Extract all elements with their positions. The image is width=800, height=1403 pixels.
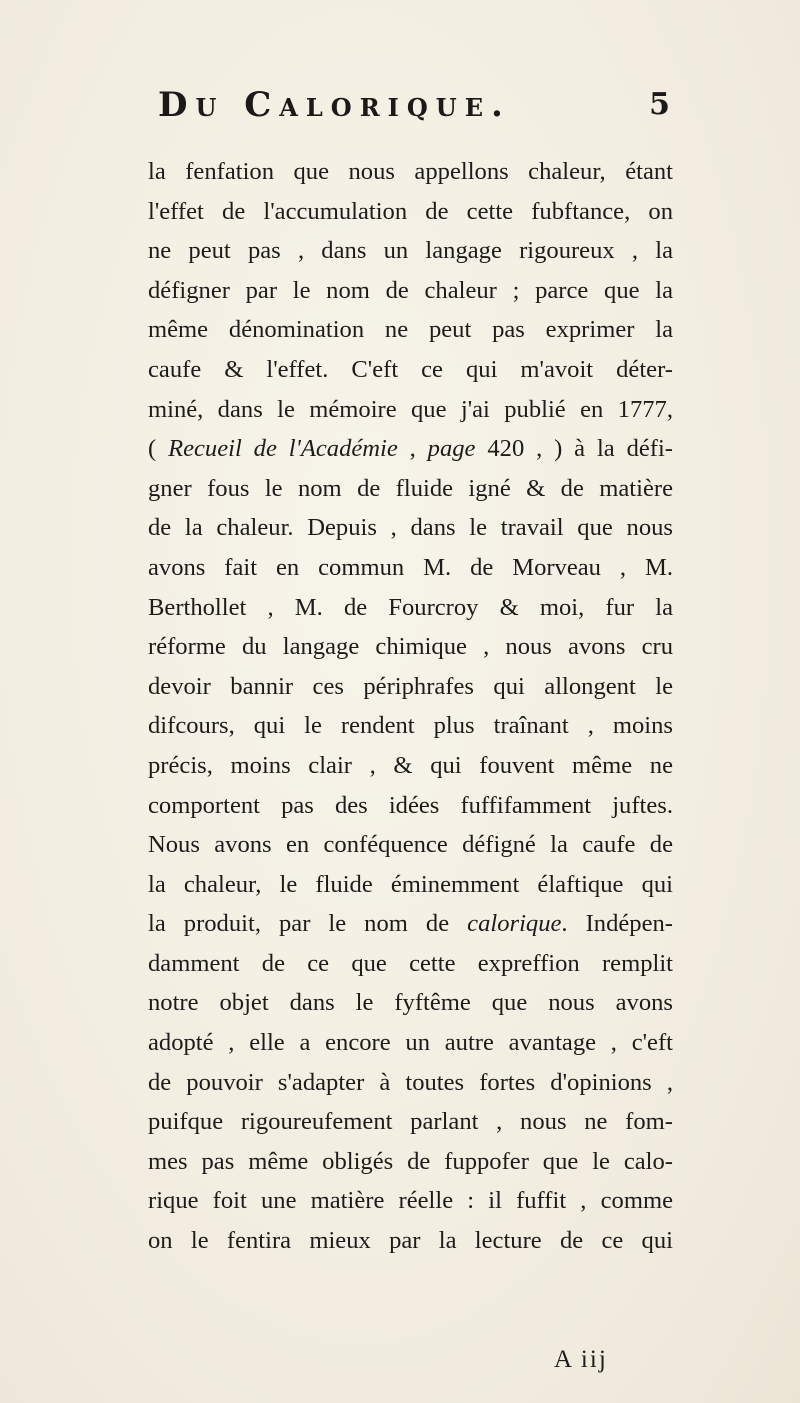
running-title: Du Calorique. [158, 85, 511, 125]
running-head [150, 85, 670, 125]
text-line: devoir bannir ces périphrafes qui allongent le [148, 672, 673, 700]
term-calorique: calorique [467, 910, 562, 938]
text-line: même dénomination ne peut pas exprimer la [148, 316, 673, 344]
text-line: miné, dans le mémoire que j'ai publié en 1777, [148, 395, 673, 423]
text-line: réforme du langage chimique , nous avons cru [148, 633, 673, 661]
text-line: ne peut pas , dans un langage rigoureux , la [148, 237, 673, 265]
text-line: avons fait en commun M. de Morveau , M. [148, 553, 673, 581]
text-line: la chaleur, le fluide éminemment élaftique qui [148, 870, 673, 898]
text-line: de pouvoir s'adapter à toutes fortes d'opinions , [148, 1068, 673, 1096]
text-line: caufe & l'effet. C'eft ce qui m'avoit déter- [148, 355, 673, 383]
text-line: damment de ce que cette expreffion remplit [148, 949, 673, 977]
text-line: on le fentira mieux par la lecture de ce qui [148, 1227, 673, 1255]
signature-mark: A iij [554, 1346, 608, 1373]
page-number: 5 [649, 87, 670, 122]
text-line: notre objet dans le fyftême que nous avons [148, 989, 673, 1017]
text-line: Nous avons en conféquence défigné la caufe de [148, 831, 673, 859]
citation-italic: Recueil de l'Académie , page [168, 435, 476, 463]
text-line: rique foit une matière réelle : il fuffit , comme [148, 1187, 673, 1215]
text-line: l'effet de l'accumulation de cette fubftance, on [148, 197, 673, 225]
text-line: Berthollet , M. de Fourcroy & moi, fur la [148, 593, 673, 621]
text-line: la fenfation que nous appellons chaleur, étant [148, 158, 673, 185]
text-line: ( Recueil de l'Académie , page 420 , ) à la défi- [148, 435, 673, 463]
text-line: de la chaleur. Depuis , dans le travail que nous [148, 514, 673, 542]
text-line: précis, moins clair , & qui fouvent même ne [148, 751, 673, 779]
text-line: défigner par le nom de chaleur ; parce que la [148, 276, 673, 304]
text-line: gner fous le nom de fluide igné & de matière [148, 474, 673, 502]
text-line: comportent pas des idées fuffifamment juftes. [148, 791, 673, 819]
body-text [148, 152, 673, 1261]
text-line: puifque rigoureufement parlant , nous ne fom- [148, 1108, 673, 1136]
text-line: mes pas même obligés de fuppofer que le calo- [148, 1147, 673, 1175]
text-line: difcours, qui le rendent plus traînant , moins [148, 712, 673, 740]
text-line: la produit, par le nom de calorique. Indépen- [148, 910, 673, 938]
text-line: adopté , elle a encore un autre avantage , c'eft [148, 1029, 673, 1057]
